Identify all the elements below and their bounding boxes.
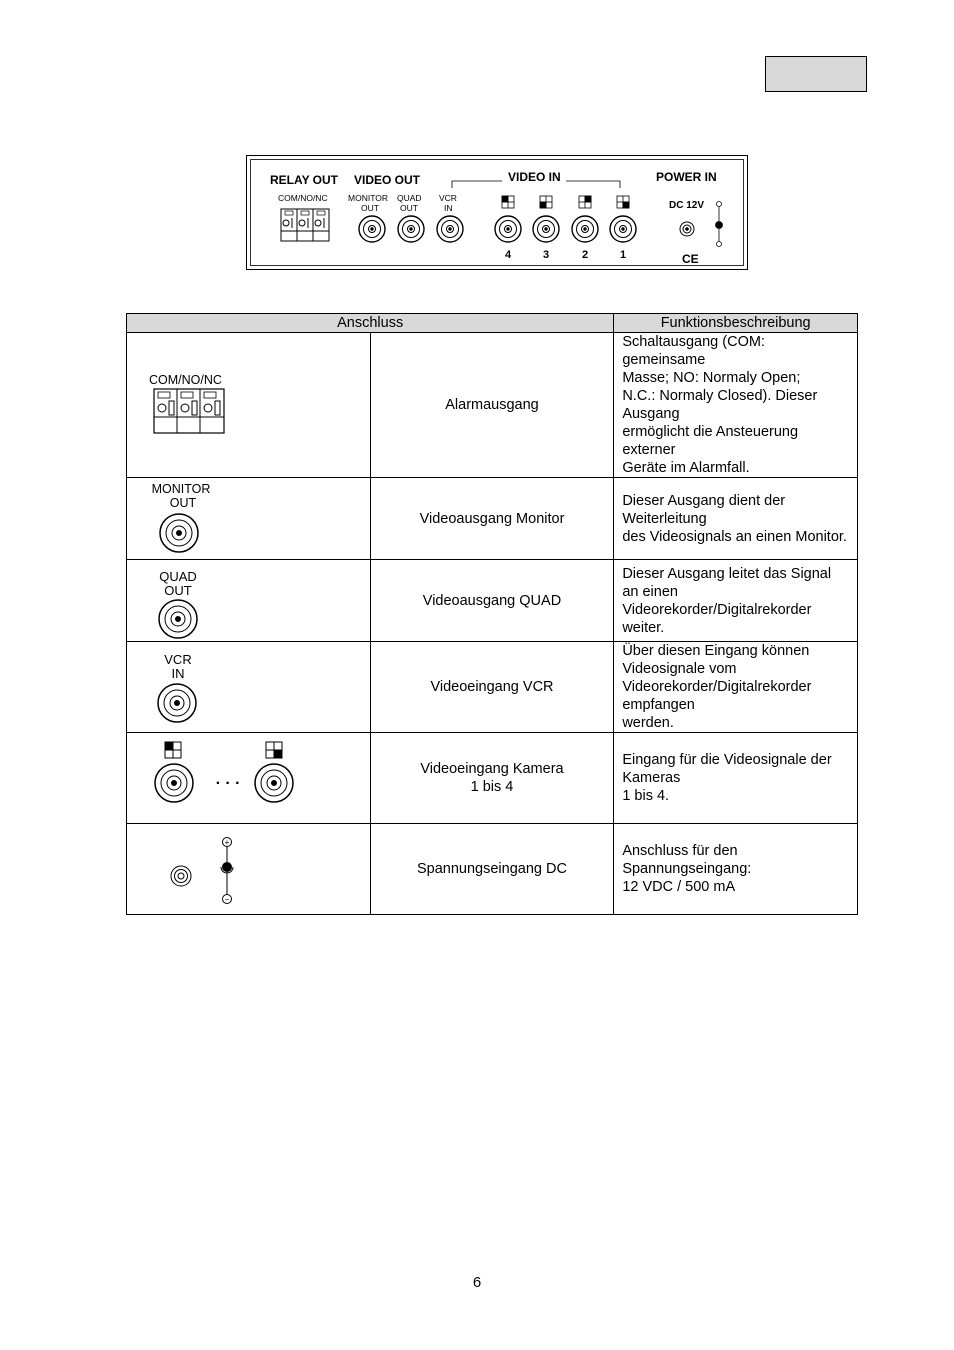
connector-icon-cell [127,733,371,824]
function-cell: Alarmausgang [370,333,614,478]
header-connector: Anschluss [127,314,614,333]
dc12v-label: DC 12V [669,200,705,211]
icon-vcr-in-label: IN [171,666,185,681]
function-cell: Videoausgang QUAD [370,560,614,642]
connector-icon-cell [127,824,371,915]
dc-power-jack-icon [127,825,327,914]
description-cell: Schaltausgang (COM: gemeinsame Masse; NO: Normaly Open; N.C.: Normaly Closed). Dieser Ausgang ermöglicht die Ansteuerung externer Geräte im Alarmfall. [614,333,858,478]
ellipsis-dots: · · · [215,774,241,792]
panel-monitor-label: MONITOR [348,193,388,203]
panel-ch2-label: 2 [581,249,589,261]
description-cell: Anschluss für den Spannungseingang: 12 VDC / 500 mA [614,824,858,915]
rear-panel-diagram [246,155,748,270]
relay-terminal-icon [127,360,327,451]
panel-vcr-label: VCR [439,193,457,203]
table-row [127,733,858,824]
panel-quad-out-label: OUT [400,203,418,213]
minus-sign: − [224,894,230,904]
description-cell: Eingang für die Videosignale der Kameras 1 bis 4. [614,733,858,824]
connector-icon-cell [127,478,371,560]
panel-ch1-label: 1 [619,249,627,261]
panel-quad-label: QUAD [397,193,422,203]
bnc-camera-in-icon [127,734,327,823]
panel-ch4-quadrant-icon [502,196,514,208]
connector-table [126,313,858,915]
panel-relay-terminal-icon [281,209,329,241]
function-cell: Videoeingang VCR [370,642,614,733]
function-cell: Spannungseingang DC [370,824,614,915]
power-in-label: POWER IN [656,170,717,184]
bnc-quad-out-icon [127,561,327,641]
panel-ch1-quadrant-icon [617,196,629,208]
page-number: 6 [472,1274,482,1291]
table-row [127,333,858,478]
connector-icon-cell [127,642,371,733]
bnc-vcr-in-icon [127,647,327,727]
bnc-monitor-out-icon [127,479,327,559]
function-cell: Videoeingang Kamera 1 bis 4 [370,733,614,824]
header-description: Funktionsbeschreibung [614,314,858,333]
function-cell: Videoausgang Monitor [370,478,614,560]
rear-panel-svg [246,155,748,270]
plus-sign: + [224,837,230,847]
camera-4-quadrant-icon [266,742,282,758]
camera-1-quadrant-icon [165,742,181,758]
panel-ch4-label: 4 [504,249,512,261]
panel-vcr-in-label: IN [444,203,453,213]
video-out-label: VIDEO OUT [354,173,421,187]
icon-quad-label: QUAD [159,568,197,584]
icon-quad-out-label: OUT [164,582,192,598]
panel-com-no-nc-label: COM/NO/NC [278,193,328,203]
panel-monitor-out-label: OUT [361,203,379,213]
table-row [127,824,858,915]
panel-ch3-label: 3 [542,249,550,261]
icon-monitor-label: MONITOR [151,481,211,496]
table-header-row [127,314,858,333]
icon-monitor-out-label: OUT [169,495,197,510]
connector-icon-cell [127,560,371,642]
icon-com-no-nc-label: COM/NO/NC [149,372,222,387]
table-row [127,642,858,733]
panel-ch3-quadrant-icon [540,196,552,208]
icon-vcr-label: VCR [164,652,192,667]
description-cell: Über diesen Eingang können Videosignale vom Videorekorder/Digitalrekorder empfangen werden. [614,642,858,733]
description-cell: Dieser Ausgang dient der Weiterleitung des Videosignals an einen Monitor. [614,478,858,560]
section-tab-marker [765,56,867,92]
table-row [127,478,858,560]
panel-ch2-quadrant-icon [579,196,591,208]
table-row [127,560,858,642]
relay-out-label: RELAY OUT [270,173,339,187]
ce-mark-icon: CE [682,252,699,266]
connector-icon-cell [127,333,371,478]
polarity-icon [221,837,233,903]
video-in-label: VIDEO IN [508,170,561,184]
description-cell: Dieser Ausgang leitet das Signal an einen Videorekorder/Digitalrekorder weiter. [614,560,858,642]
